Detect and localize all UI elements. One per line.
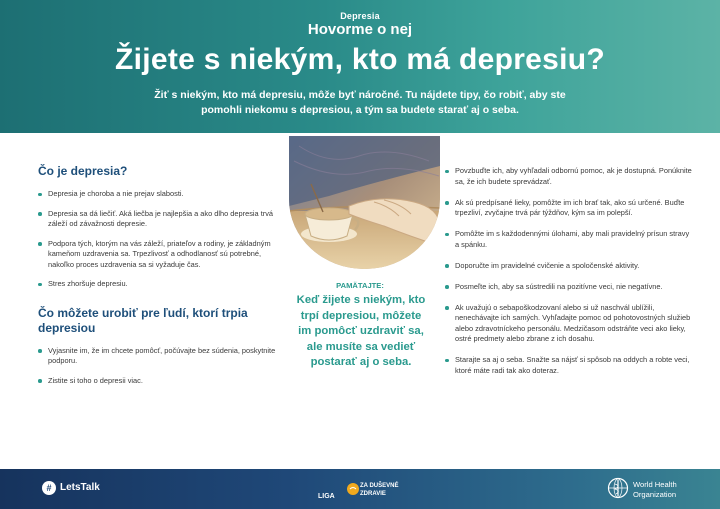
- list-item: Depresia sa dá liečiť. Aká liečba je najlepšia a ako dlho depresia trvá záleží od závažnosti depresie.: [38, 209, 288, 230]
- heading-what-you-can-do: Čo môžete urobiť pre ľudí, ktorí trpia depresiou: [38, 305, 248, 335]
- right-column: [445, 166, 695, 387]
- list-item: Starajte sa aj o seba. Snažte sa nájsť si spôsob na oddych a robte veci, ktoré máte radi tak ako doteraz.: [445, 355, 695, 376]
- kicker: Depresia: [340, 11, 380, 21]
- hashtag-icon: #: [42, 481, 56, 495]
- heading-what-is-depression: Čo je depresia?: [38, 164, 128, 178]
- liga-text-za-dusevne: ZA DUŠEVNÉ: [360, 483, 399, 489]
- page-title: Žijete s niekým, kto má depresiu?: [114, 43, 606, 76]
- list-item: Posmeľte ich, aby sa sústredili na pozitívne veci, nie negatívne.: [445, 282, 695, 293]
- list-item: Ak uvažujú o sebapoškodzovaní alebo si už naschvál ublížili, nenechávajte ich samých. Vyhľadajte pomoc od pohotovostných služieb alebo zdravotníckeho personálu. Medzičasom odstráňte veci ako lieky, ostré predmety alebo zbrane z ich dosahu.: [445, 303, 695, 345]
- hashtag-label: LetsTalk: [60, 482, 100, 493]
- list-item: Pomôžte im s každodennými úlohami, aby mali pravidelný prísun stravy a spánku.: [445, 229, 695, 250]
- remember-text: Keď žijete s niekým, kto trpí depresiou, môžete im pomôcť uzdraviť sa, ale musíte sa vedieť postarať aj o seba.: [296, 294, 426, 368]
- list-item: Depresia je choroba a nie prejav slabosti.: [38, 189, 288, 200]
- list-what-is-depression: [38, 189, 288, 290]
- illustration-tea-cup: [289, 136, 440, 269]
- liga-logo: [316, 478, 406, 502]
- list-item: Zistite si toho o depresii viac.: [38, 376, 288, 387]
- left-column: [38, 164, 288, 395]
- list-item: Ak sú predpísané lieky, pomôžte im ich brať tak, ako sú určené. Buďte trpezliví, zvyčajne trvá pár týždňov, kým sa im polepší.: [445, 198, 695, 219]
- list-item: Podpora tých, ktorým na vás záleží, priateľov a rodiny, je základným kameňom uzdravenia sa. Trpezlivosť a odhodlanosť sú potrebné, nakoľko proces uzdravenia sa si vyžaduje čas.: [38, 239, 288, 271]
- who-logo-text: [633, 480, 677, 499]
- who-line-2: Organization: [633, 489, 677, 499]
- who-emblem-icon: [607, 477, 629, 499]
- list-item: Stres zhoršuje depresiu.: [38, 279, 288, 290]
- list-item: Povzbuďte ich, aby vyhľadali odbornú pomoc, ak je dostupná. Ponúknite sa, že ich budete sprevádzať.: [445, 166, 695, 187]
- list-item: Vyjasnite im, že im chcete pomôcť, počúvajte bez súdenia, poskytnite podporu.: [38, 346, 288, 367]
- remember-label: PAMÄTAJTE:: [336, 281, 384, 290]
- subtitle: Hovorme o nej: [307, 21, 413, 38]
- tea-cup-illustration: [289, 136, 440, 269]
- liga-text-liga: LIGA: [318, 493, 335, 500]
- who-line-1: World Health: [633, 480, 677, 489]
- list-tips: [445, 166, 695, 376]
- list-what-you-can-do: [38, 346, 288, 387]
- intro-text: Žiť s niekým, kto má depresiu, môže byť náročné. Tu nájdete tipy, čo robiť, aby ste pomohli niekomu s depresiou, a tým sa budete starať aj o seba.: [154, 89, 566, 116]
- list-item: Doporučte im pravidelné cvičenie a spoločenské aktivity.: [445, 261, 695, 272]
- liga-text-zdravie: ZDRAVIE: [360, 491, 386, 497]
- header-banner: [0, 0, 720, 133]
